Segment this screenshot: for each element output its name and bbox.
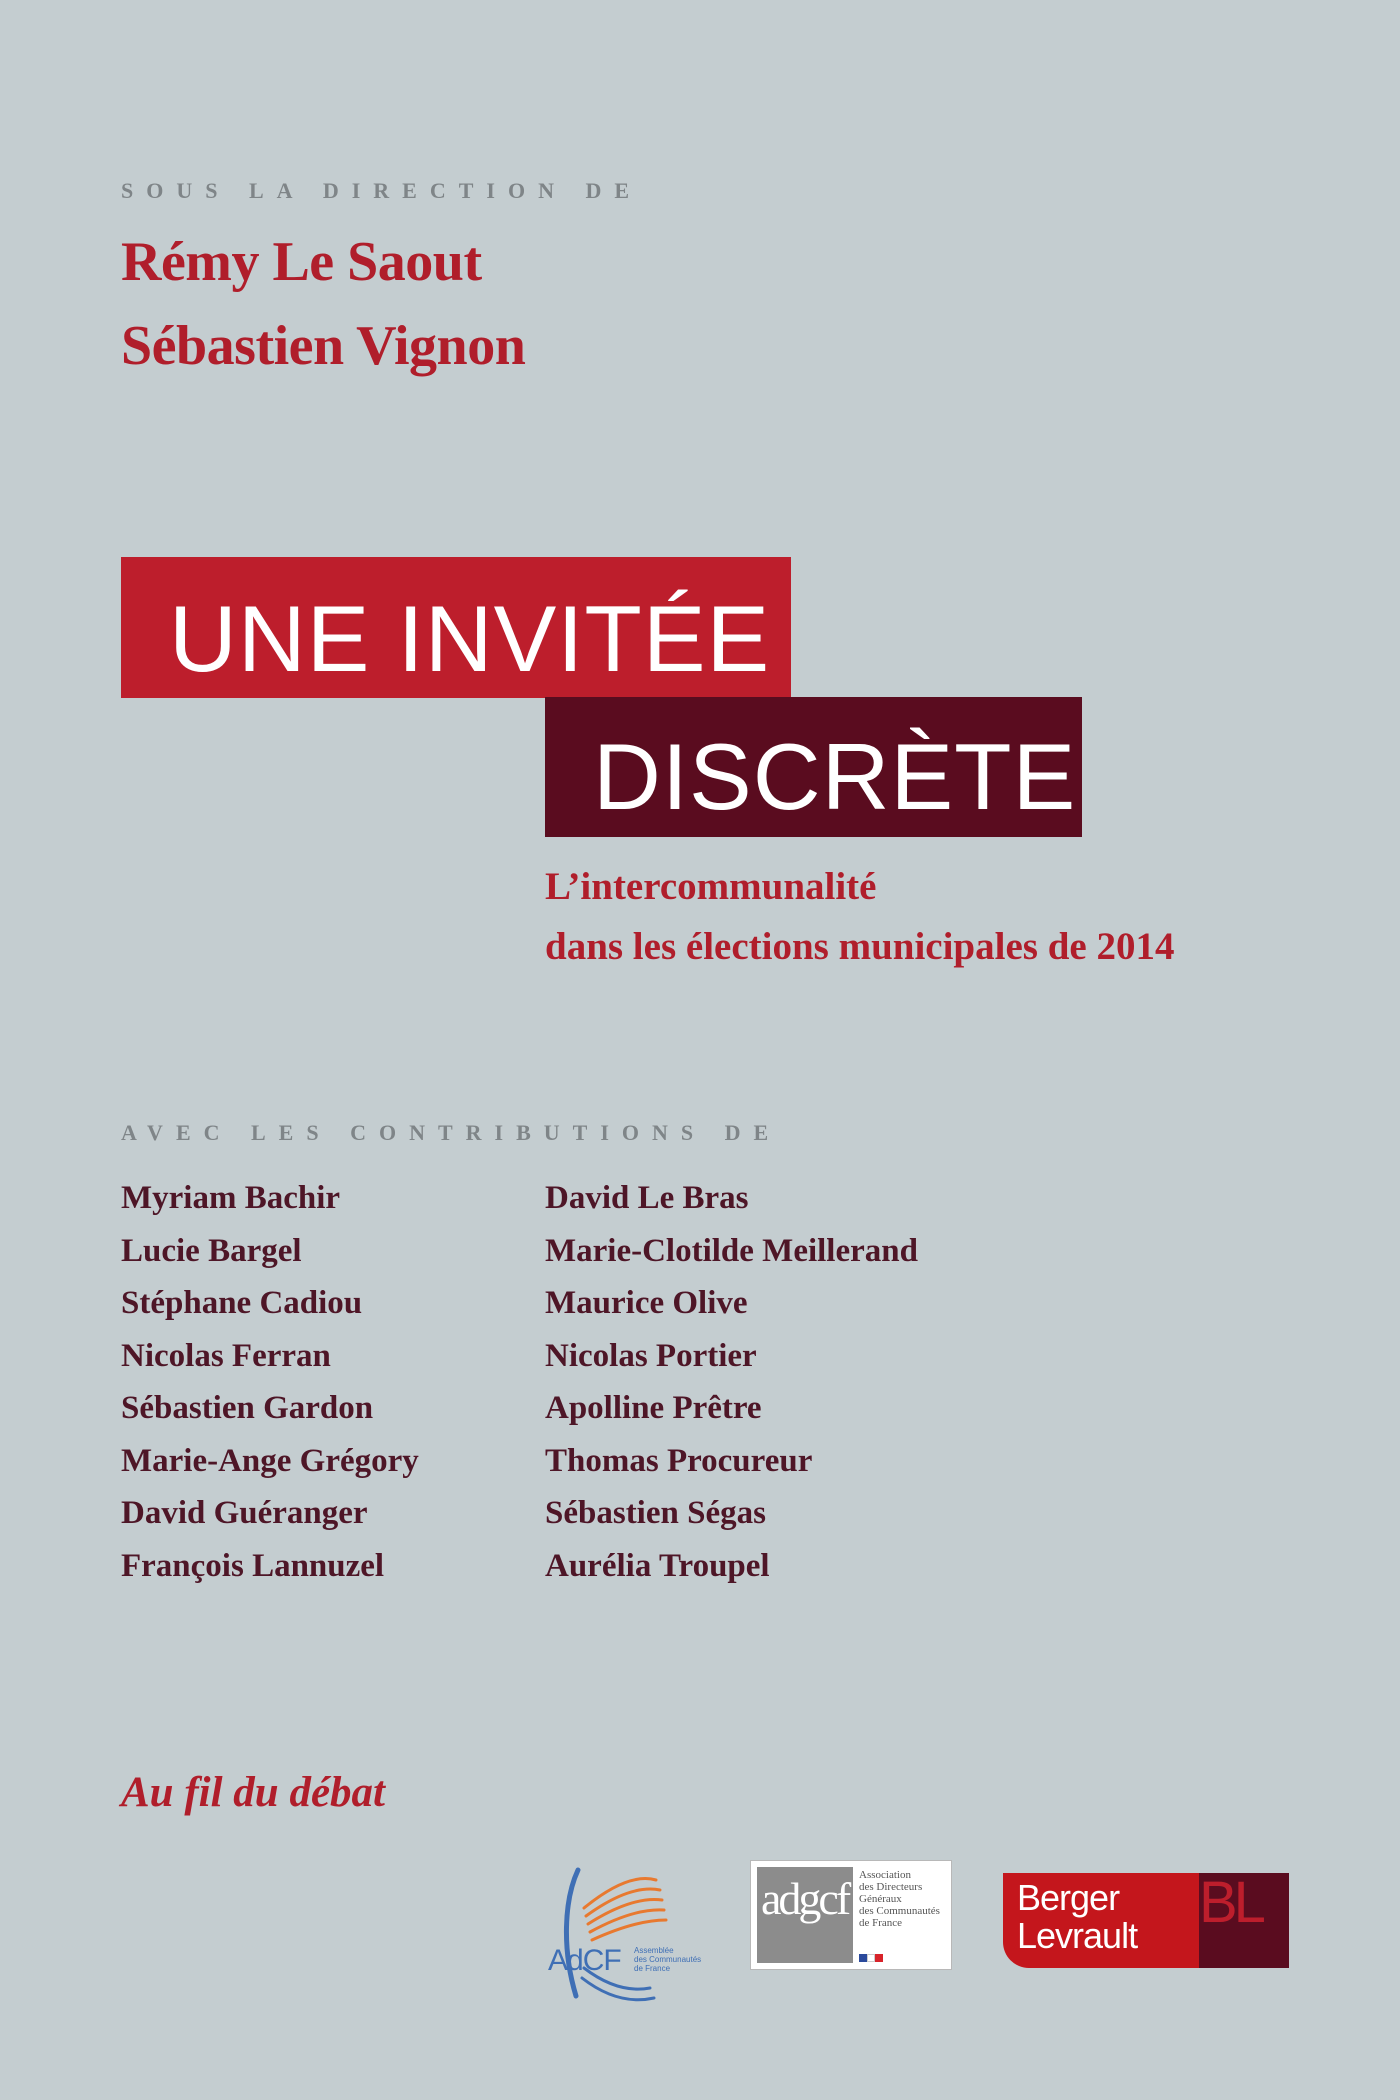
direction-kicker: SOUS LA DIRECTION DE bbox=[121, 178, 643, 203]
contributors-right-column bbox=[545, 1172, 918, 1592]
contributor-name: Stéphane Cadiou bbox=[121, 1285, 363, 1321]
contributor-name: David Guéranger bbox=[121, 1495, 368, 1531]
adgcf-logo-letters: adgcf bbox=[761, 1873, 849, 1924]
contributor-name: Marie-Ange Grégory bbox=[121, 1442, 419, 1479]
editor-name-1: Rémy Le Saout bbox=[121, 231, 482, 293]
adgcf-logo-mark bbox=[757, 1867, 853, 1963]
contributions-kicker: AVEC LES CONTRIBUTIONS DE bbox=[121, 1120, 782, 1145]
subtitle-line-1: L’intercommunalité bbox=[545, 865, 877, 908]
berger-levrault-logo bbox=[1003, 1870, 1289, 1968]
contributor-name: Myriam Bachir bbox=[121, 1180, 341, 1216]
editor-name-2: Sébastien Vignon bbox=[121, 315, 526, 377]
contributor-name: Nicolas Ferran bbox=[121, 1337, 331, 1374]
contributors-left-column bbox=[121, 1172, 419, 1592]
contributor-name: Thomas Procureur bbox=[545, 1442, 813, 1479]
adcf-logo-name: AdCF bbox=[548, 1944, 621, 1977]
contributor-name: Lucie Bargel bbox=[121, 1232, 302, 1269]
french-flag-icon bbox=[859, 1949, 889, 1957]
contributor-name: François Lannuzel bbox=[121, 1547, 385, 1584]
title-line-1-block bbox=[121, 557, 791, 698]
contributor-name: David Le Bras bbox=[545, 1180, 749, 1216]
adgcf-logo-text: Association des Directeurs Généraux des Communautés de France bbox=[859, 1869, 940, 1929]
adcf-logo-text: Assemblée des Communautés de France bbox=[634, 1946, 702, 1973]
berger-levrault-name: Berger Levrault bbox=[1017, 1877, 1138, 1956]
contributor-name: Maurice Olive bbox=[545, 1285, 748, 1321]
contributor-name: Marie-Clotilde Meillerand bbox=[545, 1232, 918, 1269]
title-line-2: DISCRÈTE bbox=[593, 724, 1077, 829]
title-line-2-block bbox=[545, 697, 1082, 837]
berger-levrault-mark: BL bbox=[1199, 1870, 1262, 1935]
contributor-name: Aurélia Troupel bbox=[545, 1547, 770, 1584]
series-name: Au fil du débat bbox=[121, 1769, 386, 1816]
adcf-emblem-icon bbox=[538, 1860, 738, 2010]
title-line-1: UNE INVITÉE bbox=[169, 586, 771, 691]
adgcf-logo bbox=[750, 1860, 952, 1970]
contributor-name: Apolline Prêtre bbox=[545, 1390, 762, 1426]
contributor-name: Sébastien Gardon bbox=[121, 1390, 374, 1426]
contributor-name: Nicolas Portier bbox=[545, 1337, 757, 1374]
subtitle-line-2: dans les élections municipales de 2014 bbox=[545, 925, 1175, 968]
subtitle bbox=[545, 857, 1174, 977]
adcf-logo bbox=[538, 1860, 738, 2010]
contributor-name: Sébastien Ségas bbox=[545, 1495, 766, 1531]
